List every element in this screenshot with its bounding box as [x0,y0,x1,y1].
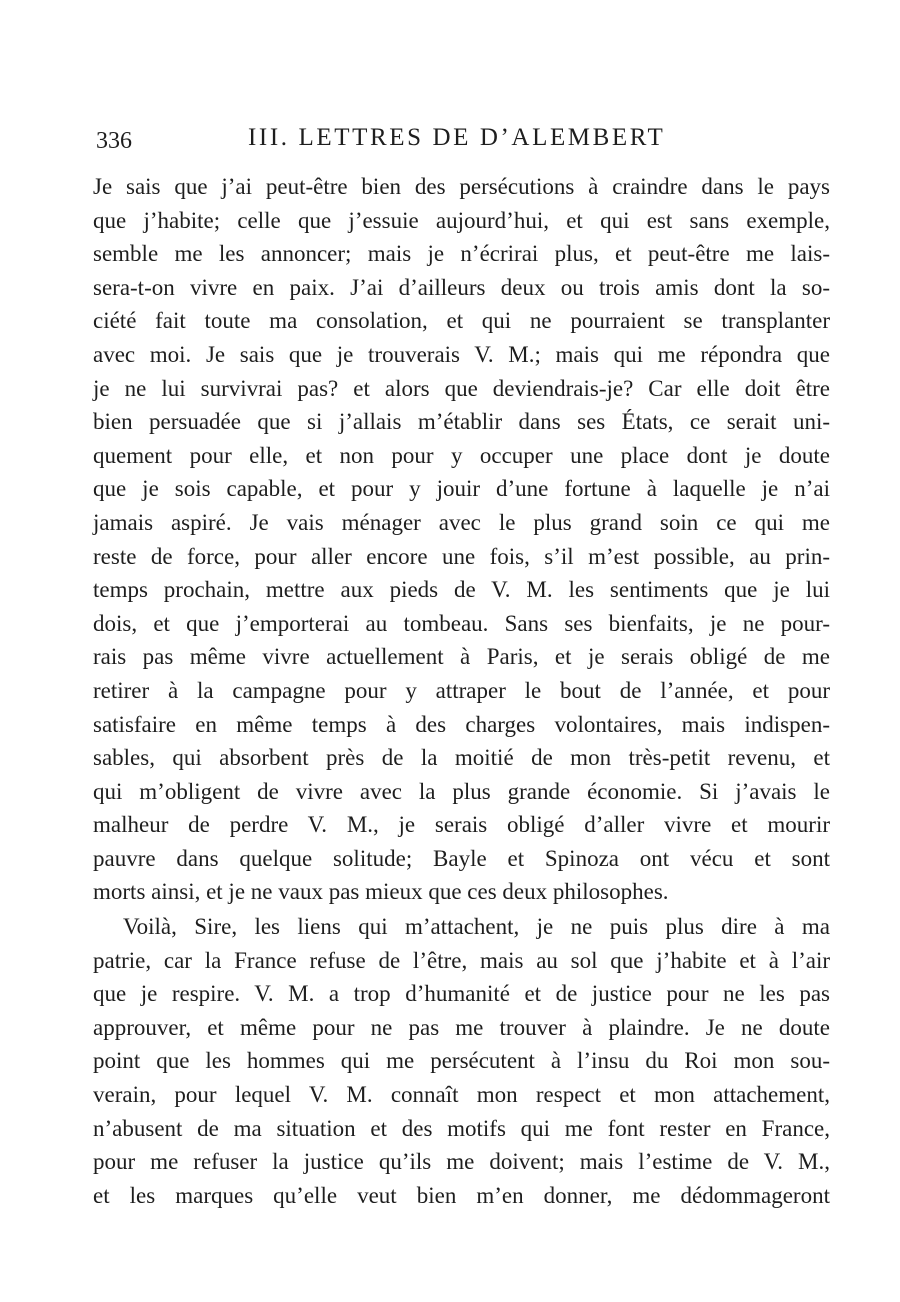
text-line: morts ainsi, et je ne vaux pas mieux que ces deux philosophes. [93,879,669,905]
text-line: pour me refuser la justice qu’ils me doivent; mais l’estime de V. M., [93,1149,830,1175]
text-line: quement pour elle, et non pour y occuper une place dont je doute [93,442,830,468]
text-line: jamais aspiré. Je vais ménager avec le plus grand soin ce qui me [93,509,830,535]
paragraph [93,910,830,1212]
text-line: ciété fait toute ma consolation, et qui ne pourraient se transplanter [93,308,830,334]
text-line: Voilà, Sire, les liens qui m’attachent, je ne puis plus dire à ma [123,914,830,940]
text-line: que je respire. V. M. a trop d’humanité et de justice pour ne les pas [93,981,830,1007]
text-line: avec moi. Je sais que je trouverais V. M.; mais qui me répondra que [93,341,830,367]
text-line: je ne lui survivrai pas? et alors que deviendrais-je? Car elle doit être [93,375,830,401]
text-line: que je sois capable, et pour y jouir d’une fortune à laquelle je n’ai [93,476,830,502]
text-line: dois, et que j’emporterai au tombeau. Sans ses bienfaits, je ne pour- [93,610,830,636]
text-line: pauvre dans quelque solitude; Bayle et Spinoza ont vécu et sont [93,845,830,871]
text-line: et les marques qu’elle veut bien m’en donner, me dédommageront [93,1182,830,1208]
body-text [93,170,830,1212]
running-head [96,124,826,164]
paragraph [93,170,830,909]
text-line: retirer à la campagne pour y attraper le bout de l’année, et pour [93,677,830,703]
page-number: 336 [96,128,132,154]
text-line: qui m’obligent de vivre avec la plus grande économie. Si j’avais le [93,778,830,804]
text-line: reste de force, pour aller encore une fois, s’il m’est possible, au prin- [93,543,830,569]
text-line: semble me les annoncer; mais je n’écrirai plus, et peut-être me lais- [93,241,830,267]
text-line: temps prochain, mettre aux pieds de V. M. les sentiments que je lui [93,577,830,603]
text-line: point que les hommes qui me persécutent à l’insu du Roi mon sou- [93,1048,830,1074]
text-line: Je sais que j’ai peut-être bien des persécutions à craindre dans le pays [93,174,830,199]
text-line: verain, pour lequel V. M. connaît mon respect et mon attachement, [93,1082,830,1108]
running-title: III. LETTRES DE D’ALEMBERT [248,124,666,151]
text-line: n’abusent de ma situation et des motifs qui me font rester en France, [93,1115,830,1141]
text-line: bien persuadée que si j’allais m’établir dans ses États, ce serait uni- [93,409,830,435]
text-line: sables, qui absorbent près de la moitié de mon très-petit revenu, et [93,745,830,771]
text-line: malheur de perdre V. M., je serais obligé d’aller vivre et mourir [93,812,830,838]
text-line: sera-t-on vivre en paix. J’ai d’ailleurs deux ou trois amis dont la so- [93,274,830,300]
text-line: que j’habite; celle que j’essuie aujourd’hui, et qui est sans exemple, [93,207,830,233]
text-line: satisfaire en même temps à des charges volontaires, mais indispen- [93,711,830,737]
text-line: approuver, et même pour ne pas me trouver à plaindre. Je ne doute [93,1014,830,1040]
text-line: rais pas même vivre actuellement à Paris, et je serais obligé de me [93,644,830,670]
text-line: patrie, car la France refuse de l’être, mais au sol que j’habite et à l’air [93,947,830,973]
